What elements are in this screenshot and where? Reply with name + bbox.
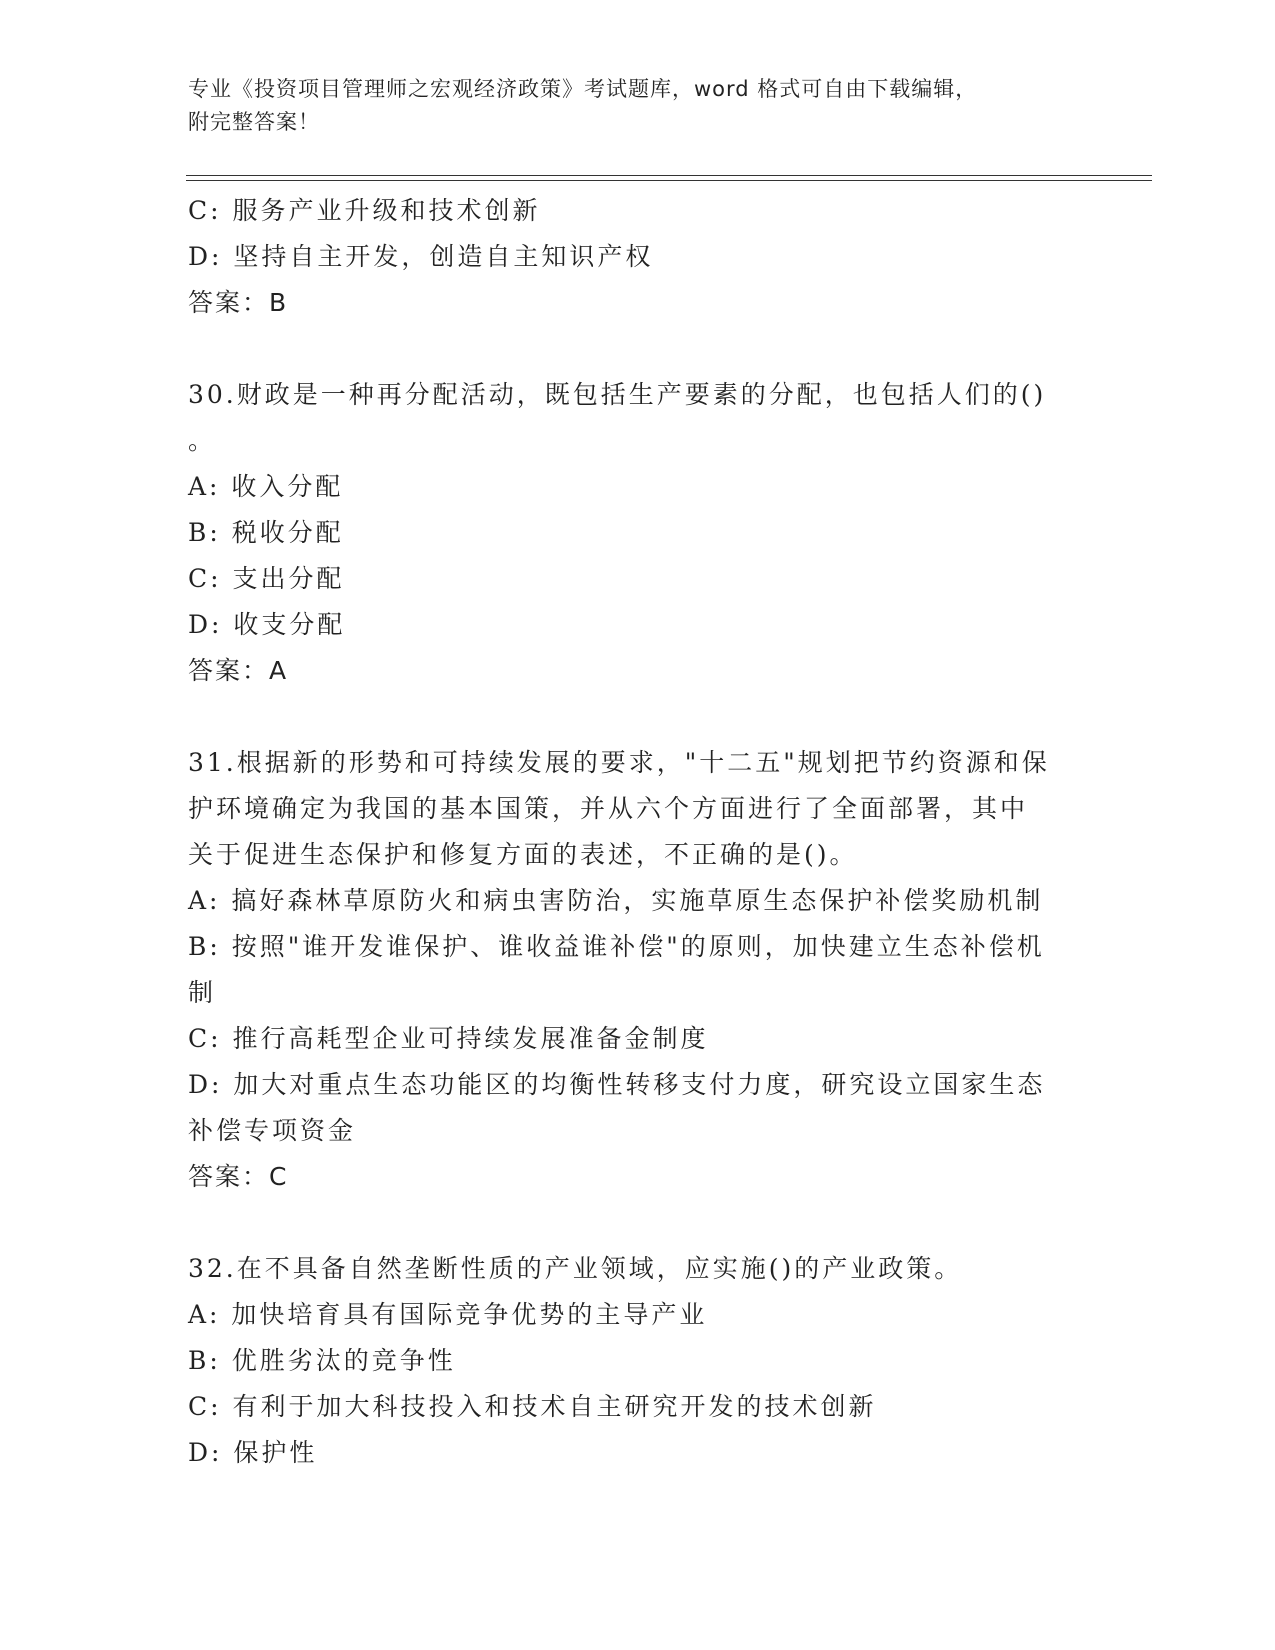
answer: 答案：B [188,288,289,317]
question-list [188,188,1088,1476]
option-a: A: 加快培育具有国际竞争优势的主导产业 [188,1300,708,1329]
header-line-1: 专业《投资项目管理师之宏观经济政策》考试题库，word 格式可自由下载编辑， [188,77,978,101]
option-c: C: 服务产业升级和技术创新 [188,196,541,225]
option-c: C: 支出分配 [188,564,345,593]
spacer [188,326,1088,372]
option-c: C: 有利于加大科技投入和技术自主研究开发的技术创新 [188,1392,877,1421]
question-29-tail [188,188,1088,326]
answer: 答案：C [188,1162,289,1191]
header-rule-top [186,175,1152,176]
question-32 [188,1246,1088,1476]
document-header [188,73,1068,139]
header-line-2: 附完整答案！ [188,110,320,134]
option-d: D: 保护性 [188,1438,318,1467]
spacer [188,1200,1088,1246]
option-d-continued: 补偿专项资金 [188,1116,357,1145]
option-b: B: 按照"谁开发谁保护、谁收益谁补偿"的原则，加快建立生态补偿机 [188,932,1045,961]
option-a: A: 搞好森林草原防火和病虫害防治，实施草原生态保护补偿奖励机制 [188,886,1044,915]
option-c: C: 推行高耗型企业可持续发展准备金制度 [188,1024,709,1053]
question-text-continued: 关于促进生态保护和修复方面的表述，不正确的是()。 [188,840,858,869]
question-text-continued: 。 [188,426,217,455]
option-b-continued: 制 [188,978,217,1007]
question-31 [188,740,1088,1200]
question-30 [188,372,1088,694]
question-text: 30.财政是一种再分配活动，既包括生产要素的分配，也包括人们的() [188,380,1047,409]
option-b: B: 税收分配 [188,518,344,547]
question-text: 31.根据新的形势和可持续发展的要求，"十二五"规划把节约资源和保 [188,748,1050,777]
spacer [188,694,1088,740]
question-text: 32.在不具备自然垄断性质的产业领域，应实施()的产业政策。 [188,1254,963,1283]
header-rule-bottom [186,180,1152,181]
question-text-continued: 护环境确定为我国的基本国策，并从六个方面进行了全面部署，其中 [188,794,1029,823]
option-b: B: 优胜劣汰的竞争性 [188,1346,456,1375]
answer: 答案：A [188,656,289,685]
option-d: D: 坚持自主开发，创造自主知识产权 [188,242,654,271]
option-d: D: 收支分配 [188,610,346,639]
option-a: A: 收入分配 [188,472,344,501]
option-d: D: 加大对重点生态功能区的均衡性转移支付力度，研究设立国家生态 [188,1070,1046,1099]
